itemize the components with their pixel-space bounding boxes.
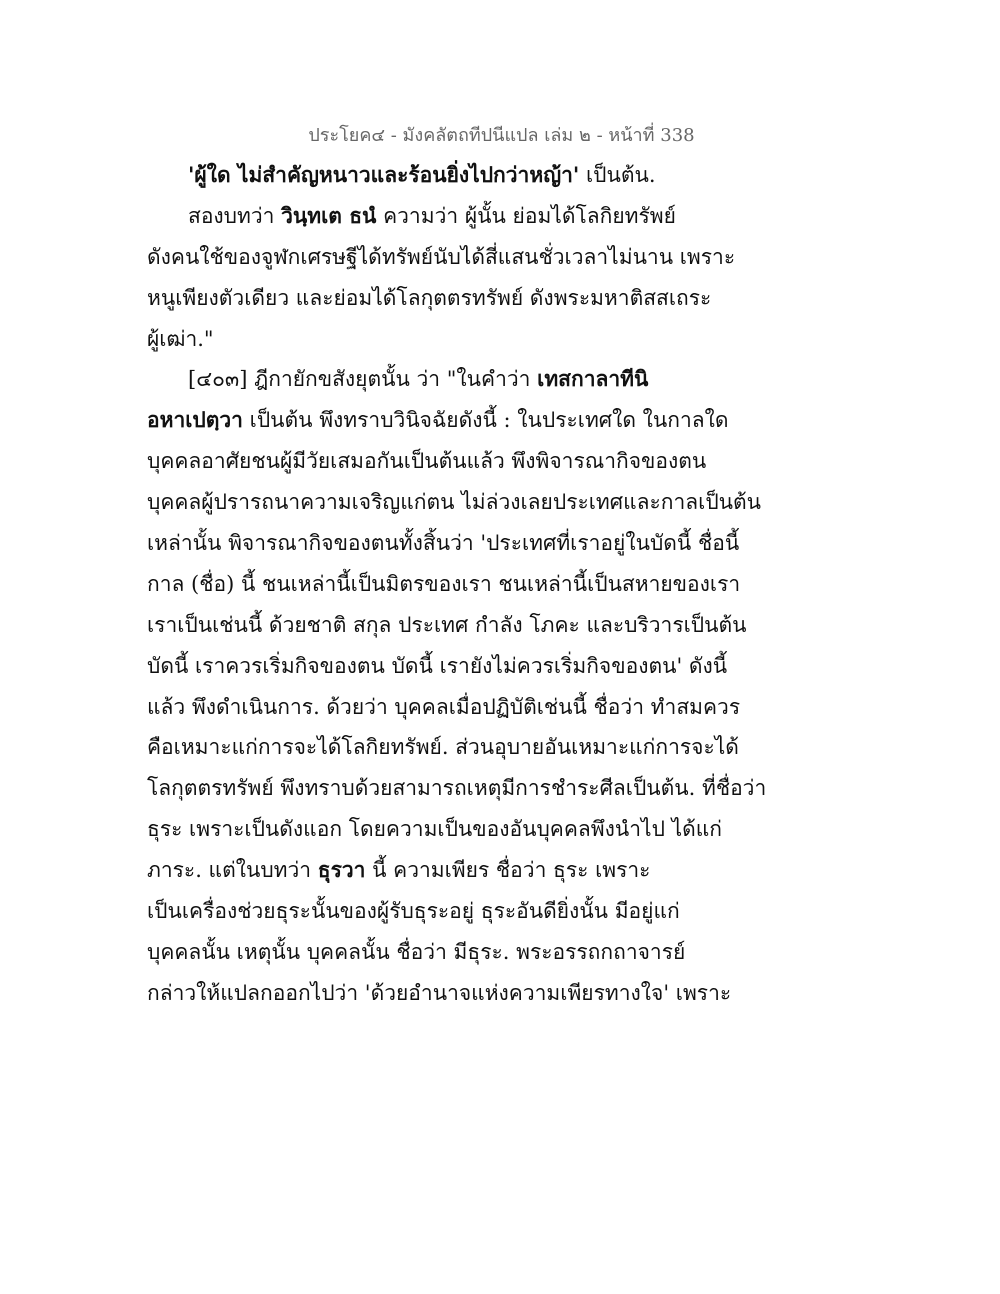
text-segment: ผู้เฒ่า." xyxy=(147,326,214,351)
text-segment: ธุระ เพราะเป็นดังแอก โดยความเป็นของอันบุคคลพึงนำไป ได้แก่ xyxy=(147,817,723,842)
text-line xyxy=(147,523,740,564)
text-line xyxy=(147,646,728,687)
text-line xyxy=(147,196,707,237)
text-segment: เป็นต้น. xyxy=(579,163,656,187)
text-line xyxy=(147,809,723,850)
text-line xyxy=(147,441,707,482)
text-segment: สองบทว่า xyxy=(188,203,282,228)
bold-term: 'ผู้ใด ไม่สำคัญหนาวและร้อนยิ่งไปกว่าหญ้า' xyxy=(188,162,580,187)
text-line xyxy=(147,768,767,809)
text-segment: [๔๐๓] ฎีกายักขสังยุตนั้น ว่า "ในคำว่า xyxy=(188,367,538,392)
text-line xyxy=(147,687,741,728)
text-line xyxy=(147,359,707,400)
text-line xyxy=(147,319,707,360)
text-segment: บุคคลผู้ปรารถนาความเจริญแก่ตน ไม่ล่วงเลยประเทศและกาลเป็นต้น xyxy=(147,490,762,515)
running-header xyxy=(0,120,1000,149)
text-segment: นี้ ความเพียร ชื่อว่า ธุระ เพราะ xyxy=(365,858,651,883)
bold-term: ธุรวา xyxy=(317,857,366,883)
bold-term: อหาเปตฺวา xyxy=(147,407,243,433)
text-segment: ภาระ. แต่ในบทว่า xyxy=(147,858,318,883)
text-segment: คือเหมาะแก่การจะได้โลกิยทรัพย์. ส่วนอุบายอันเหมาะแก่การจะได้ xyxy=(147,735,739,760)
text-segment: ความว่า ผู้นั้น ย่อมได้โลกิยทรัพย์ xyxy=(376,203,676,228)
bold-term: เทสกาลาทีนิ xyxy=(537,366,649,392)
text-segment: เป็นเครื่องช่วยธุระนั้นของผู้รับธุระอยู่ ธุระอันดียิ่งนั้น มีอยู่แก่ xyxy=(147,899,680,924)
bold-term: วินฺทเต ธนํ xyxy=(281,202,377,228)
text-line xyxy=(147,278,712,319)
text-line xyxy=(147,727,739,768)
text-segment: กล่าวให้แปลกออกไปว่า 'ด้วยอำนาจแห่งความเพียรทางใจ' เพราะ xyxy=(147,980,732,1005)
text-segment: กาล (ชื่อ) นี้ ชนเหล่านี้เป็นมิตรของเรา ชนเหล่านี้เป็นสหายของเรา xyxy=(147,571,741,596)
text-line xyxy=(147,850,707,891)
text-line xyxy=(147,237,736,278)
text-line xyxy=(147,564,741,605)
running-header-text: ประโยค๔ - มังคลัตถทีปนีแปล เล่ม ๒ - หน้าที่ 338 xyxy=(308,125,695,146)
text-line xyxy=(147,932,707,973)
text-segment: โลกุตตรทรัพย์ พึงทราบด้วยสามารถเหตุมีการชำระศีลเป็นต้น. ที่ชื่อว่า xyxy=(147,776,767,801)
body-text xyxy=(147,155,767,1014)
text-segment: ดังคนใช้ของจูฬกเศรษฐีได้ทรัพย์นับได้สี่แสนชั่วเวลาไม่นาน เพราะ xyxy=(147,244,736,269)
text-segment: บัดนี้ เราควรเริ่มกิจของตน บัดนี้ เรายังไม่ควรเริ่มกิจของตน' ดังนี้ xyxy=(147,653,728,678)
text-segment: แล้ว พึงดำเนินการ. ด้วยว่า บุคคลเมื่อปฏิบัติเช่นนี้ ชื่อว่า ทำสมควร xyxy=(147,694,741,719)
text-line xyxy=(147,155,707,196)
text-segment: บุคคลนั้น เหตุนั้น บุคคลนั้น ชื่อว่า มีธุระ. พระอรรถกถาจารย์ xyxy=(147,939,686,964)
text-segment: บุคคลอาศัยชนผู้มีวัยเสมอกันเป็นต้นแล้ว พึงพิจารณากิจของตน xyxy=(147,449,707,474)
text-line xyxy=(147,891,707,932)
text-line xyxy=(147,605,747,646)
text-segment: หนูเพียงตัวเดียว และย่อมได้โลกุตตรทรัพย์ ดังพระมหาติสสเถระ xyxy=(147,285,712,310)
text-segment: เหล่านั้น พิจารณากิจของตนทั้งสิ้นว่า 'ประเทศที่เราอยู่ในบัดนี้ ชื่อนี้ xyxy=(147,531,740,556)
text-segment: เป็นต้น พึงทราบวินิจฉัยดังนี้ : ในประเทศใด ในกาลใด xyxy=(242,408,729,433)
text-segment: เราเป็นเช่นนี้ ด้วยชาติ สกุล ประเทศ กำลัง โภคะ และบริวารเป็นต้น xyxy=(147,612,747,637)
text-line xyxy=(147,400,729,441)
text-line xyxy=(147,973,732,1014)
text-line xyxy=(147,482,762,523)
